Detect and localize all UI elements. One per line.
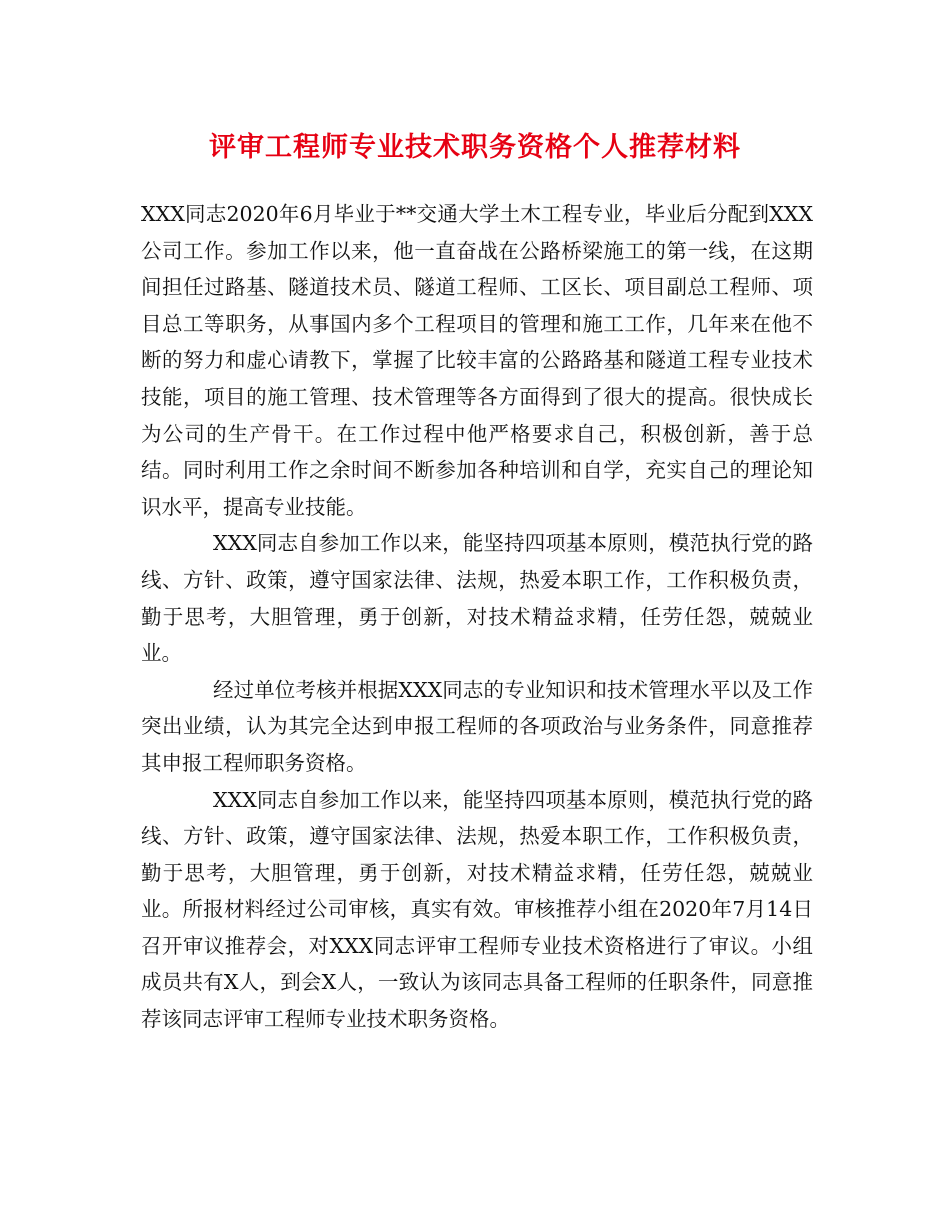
paragraph-4: XXX同志自参加工作以来，能坚持四项基本原则，模范执行党的路线、方针、政策，遵守国家法律、法规，热爱本职工作，工作积极负责，勤于思考，大胆管理，勇于创新，对技术精益求精，任劳任怨，兢兢业业。所报材料经过公司审核，真实有效。审核推荐小组在2020年7月14日召开审议推荐会，对XXX同志评审工程师专业技术资格进行了审议。小组成员共有X人，到会X人，一致认为该同志具备工程师的任职条件，同意推荐该同志评审工程师专业技术职务资格。 [141,787,813,1032]
paragraph-1: XXX同志2020年6月毕业于**交通大学土木工程专业，毕业后分配到XXX公司工作。参加工作以来，他一直奋战在公路桥梁施工的第一线，在这期间担任过路基、隧道技术员、隧道工程师、工区长、项目副总工程师、项目总工等职务，从事国内多个工程项目的管理和施工工作，几年来在他不断的努力和虚心请教下，掌握了比较丰富的公路路基和隧道工程专业技术技能，项目的施工管理、技术管理等各方面得到了很大的提高。很快成长为公司的生产骨干。在工作过程中他严格要求自己，积极创新，善于总结。同时利用工作之余时间不断参加各种培训和自学，充实自己的理论知识水平，提高专业技能。 [141,202,813,519]
document-title: 评审工程师专业技术职务资格个人推荐材料 [209,132,741,163]
document-body [141,196,813,1038]
paragraph-2: XXX同志自参加工作以来，能坚持四项基本原则，模范执行党的路线、方针、政策，遵守国家法律、法规，热爱本职工作，工作积极负责，勤于思考，大胆管理，勇于创新，对技术精益求精，任劳任怨，兢兢业业。 [141,531,813,666]
paragraph-3: 经过单位考核并根据XXX同志的专业知识和技术管理水平以及工作突出业绩，认为其完全达到申报工程师的各项政治与业务条件，同意推荐其申报工程师职务资格。 [141,677,813,775]
